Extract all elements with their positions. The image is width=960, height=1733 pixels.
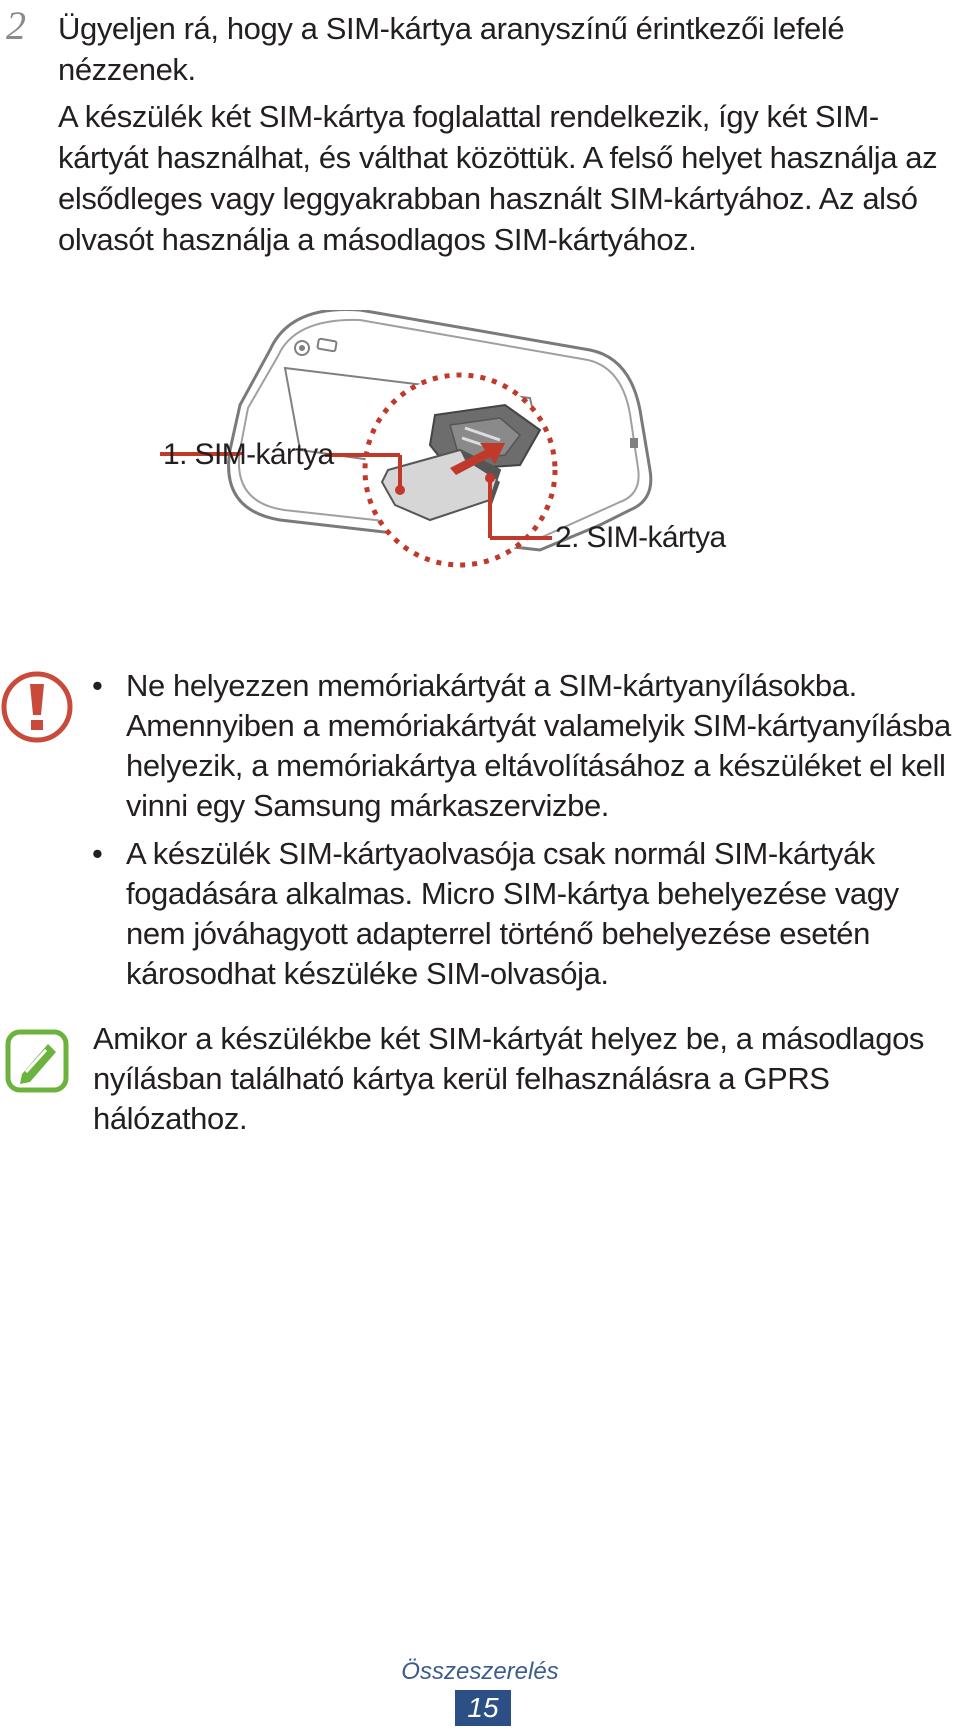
step-number: 2 <box>6 3 26 48</box>
caution-item-text: Ne helyezzen memóriakártyát a SIM-kártyanyílásokba. Amennyiben a memóriakártyát valamelyik SIM-kártyanyílásba helyezik, a memóriakártya eltávolításához a készüléket el kell vinni egy Samsung márkaszervizbe. <box>126 668 951 823</box>
phone-back-drawing <box>160 310 800 640</box>
bullet: • <box>92 668 103 703</box>
sim2-label: 2. SIM-kártya <box>555 521 726 554</box>
caution-list <box>92 666 952 1002</box>
page-number: 15 <box>455 1690 511 1726</box>
caution-item-text: A készülék SIM-kártyaolvasója csak normál SIM-kártyák fogadására alkalmas. Micro SIM-kártya behelyezése vagy nem jóváhagyott adapterrel történő behelyezése esetén károsodhat készüléke SIM-olvasója. <box>126 836 899 991</box>
step-description: A készülék két SIM-kártya foglalattal rendelkezik, így két SIM-kártyát használhat, és válthat közöttük. A felső helyet használja az elsődleges vagy leggyakrabban használt SIM-kártyához. Az alsó olvasót használja a másodlagos SIM-kártyához. <box>58 99 938 257</box>
bullet: • <box>92 836 103 871</box>
step-instruction: Ügyeljen rá, hogy a SIM-kártya aranyszínű érintkezői lefelé nézzenek. <box>58 11 845 87</box>
note-text: Amikor a készülékbe két SIM-kártyát helyez be, a másodlagos nyílásban található kártya kerül felhasználásra a GPRS hálózathoz. <box>93 1021 925 1136</box>
step-text <box>58 8 938 260</box>
caution-item <box>92 666 952 826</box>
footer-section-title: Összeszerelés <box>401 1658 559 1685</box>
note-pencil-icon <box>4 1028 70 1094</box>
caution-item <box>92 834 952 994</box>
sim1-label: 1. SIM-kártya <box>163 438 334 471</box>
caution-icon <box>0 670 74 744</box>
sim-insertion-illustration <box>160 310 800 640</box>
